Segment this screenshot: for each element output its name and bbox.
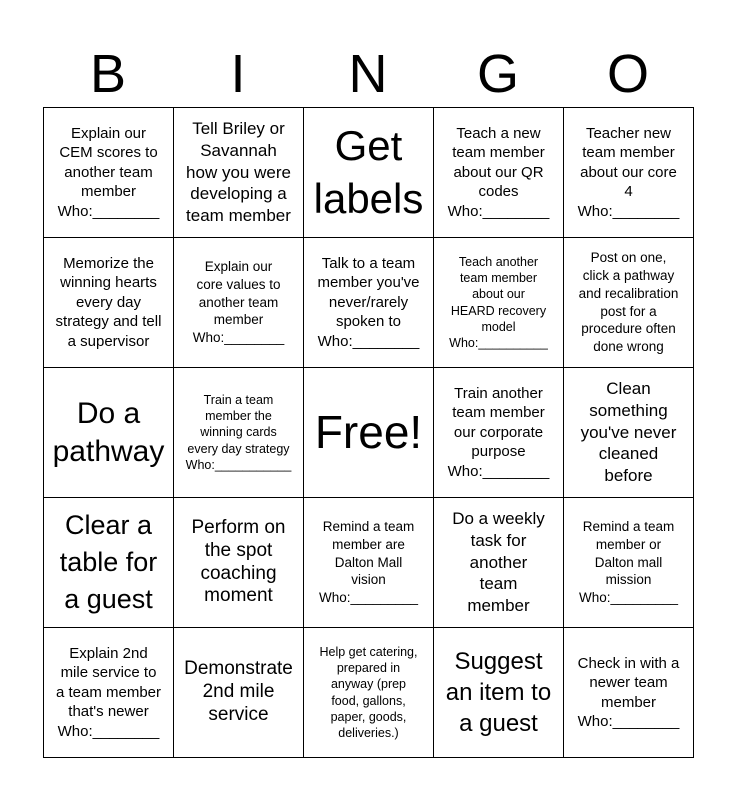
- bingo-cell-r3c5[interactable]: [564, 368, 694, 498]
- bingo-cell-r1c5[interactable]: [564, 108, 694, 238]
- header-letter-i: I: [230, 44, 246, 104]
- bingo-cell-r5c5[interactable]: [564, 628, 694, 758]
- cell-text: Do a pathway: [52, 397, 165, 468]
- header-letter-n: N: [348, 44, 388, 104]
- cell-text: Help get catering, prepared in anyway (prep food, gallons, paper, goods, deliveries.): [319, 644, 418, 740]
- bingo-cell-r1c4[interactable]: [434, 108, 564, 238]
- cell-text: Memorize the winning hearts every day strategy and tell a supervisor: [55, 254, 162, 350]
- bingo-cell-r1c2[interactable]: [174, 108, 304, 238]
- cell-text: Remind a team member or Dalton mall mission Who:_________: [578, 518, 679, 606]
- bingo-cell-free[interactable]: [304, 368, 434, 498]
- header-letter-g: G: [476, 44, 519, 104]
- cell-text: Get labels: [313, 122, 424, 222]
- bingo-cell-r5c2[interactable]: [174, 628, 304, 758]
- free-space-text: Free!: [314, 406, 423, 459]
- cell-text: Perform on the spot coaching moment: [191, 516, 286, 607]
- bingo-cell-r4c3[interactable]: [304, 498, 434, 628]
- header-letter-o: O: [606, 44, 649, 104]
- cell-text: Teacher new team member about our core 4 Who:________: [577, 124, 680, 220]
- cell-text: Demonstrate 2nd mile service: [184, 658, 293, 725]
- bingo-cell-r2c3[interactable]: [304, 238, 434, 368]
- bingo-card-grid: [43, 107, 694, 758]
- bingo-cell-r4c1[interactable]: [44, 498, 174, 628]
- bingo-cell-r3c1[interactable]: [44, 368, 174, 498]
- bingo-cell-r1c1[interactable]: [44, 108, 174, 238]
- cell-text: Teach a new team member about our QR codes Who:________: [447, 124, 550, 220]
- cell-text: Clean something you've never cleaned before: [580, 379, 677, 486]
- cell-text: Remind a team member are Dalton Mall vision Who:_________: [318, 518, 419, 606]
- bingo-cell-r2c1[interactable]: [44, 238, 174, 368]
- cell-text: Train a team member the winning cards every day strategy Who:___________: [185, 392, 292, 472]
- cell-text: Explain our CEM scores to another team member Who:________: [57, 124, 160, 220]
- bingo-cell-r3c4[interactable]: [434, 368, 564, 498]
- bingo-header: [43, 40, 693, 108]
- cell-text: Teach another team member about our HEARD recovery model Who:__________: [449, 254, 548, 350]
- bingo-cell-r2c2[interactable]: [174, 238, 304, 368]
- cell-text: Suggest an item to a guest: [445, 647, 552, 738]
- bingo-cell-r3c2[interactable]: [174, 368, 304, 498]
- cell-text: Clear a table for a guest: [59, 509, 158, 615]
- bingo-cell-r5c4[interactable]: [434, 628, 564, 758]
- bingo-cell-r2c5[interactable]: [564, 238, 694, 368]
- header-letter-b: B: [89, 44, 127, 104]
- cell-text: Do a weekly task for another team member: [452, 509, 545, 616]
- cell-text: Explain 2nd mile service to a team member that's newer Who:________: [55, 644, 162, 740]
- cell-text: Post on one, click a pathway and recalibration post for a procedure often done wrong: [578, 250, 679, 355]
- cell-text: Check in with a newer team member Who:________: [577, 654, 680, 730]
- bingo-cell-r2c4[interactable]: [434, 238, 564, 368]
- bingo-cell-r5c1[interactable]: [44, 628, 174, 758]
- cell-text: Talk to a team member you've never/rarely spoken to Who:________: [317, 254, 420, 350]
- bingo-cell-r5c3[interactable]: [304, 628, 434, 758]
- bingo-cell-r1c3[interactable]: [304, 108, 434, 238]
- bingo-cell-r4c2[interactable]: [174, 498, 304, 628]
- cell-text: Train another team member our corporate purpose Who:________: [447, 384, 550, 480]
- bingo-cell-r4c4[interactable]: [434, 498, 564, 628]
- cell-text: Explain our core values to another team member Who:________: [192, 258, 285, 346]
- bingo-cell-r4c5[interactable]: [564, 498, 694, 628]
- cell-text: Tell Briley or Savannah how you were developing a team member: [186, 119, 291, 226]
